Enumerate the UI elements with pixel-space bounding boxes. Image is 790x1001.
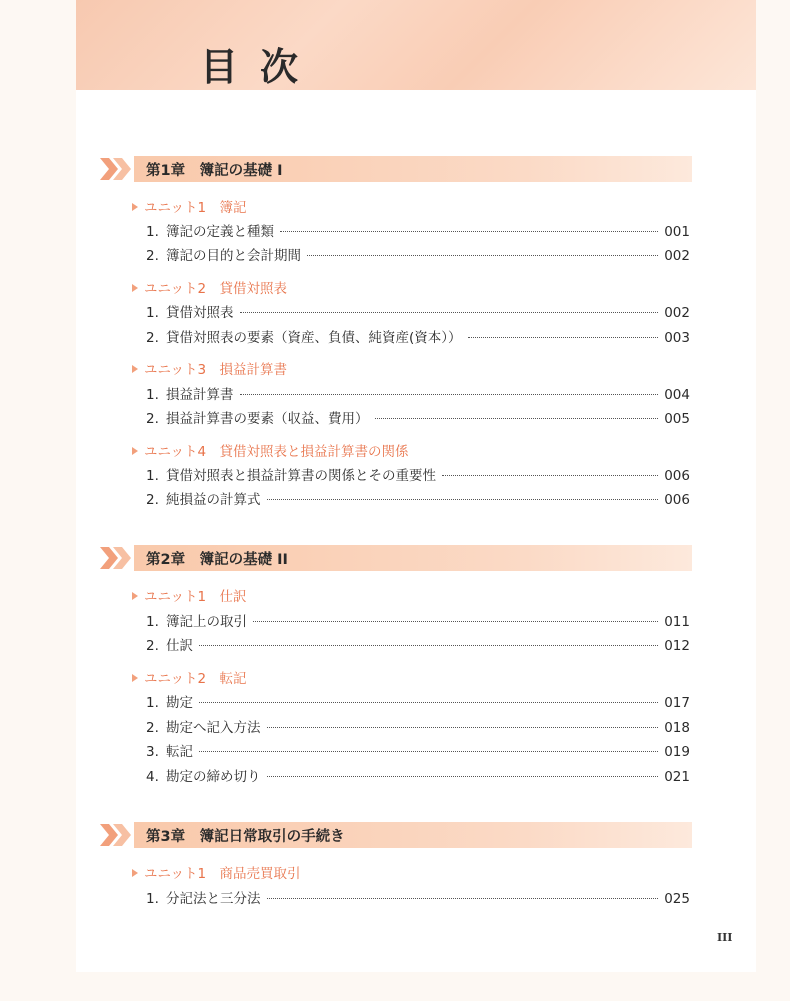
entry-title: 貸借対照表の要素（資産、負債、純資産(資本）） bbox=[166, 330, 462, 346]
entry-page: 017 bbox=[664, 695, 690, 711]
entry-number: 1. bbox=[146, 387, 159, 403]
toc-entry[interactable] bbox=[146, 301, 690, 321]
toc-entry[interactable] bbox=[146, 220, 690, 240]
unit-heading bbox=[132, 440, 409, 460]
entry-page: 005 bbox=[664, 411, 690, 427]
dot-leader bbox=[199, 645, 658, 646]
triangle-icon bbox=[132, 203, 138, 211]
toc-entry[interactable] bbox=[146, 244, 690, 264]
dot-leader bbox=[267, 499, 659, 500]
entry-page: 002 bbox=[664, 248, 690, 264]
page-number: III bbox=[717, 931, 733, 944]
entry-page: 004 bbox=[664, 387, 690, 403]
triangle-icon bbox=[132, 365, 138, 373]
unit-heading bbox=[132, 196, 247, 216]
entry-title: 貸借対照表 bbox=[166, 305, 234, 321]
header-band bbox=[76, 0, 756, 90]
toc-entry[interactable] bbox=[146, 464, 690, 484]
entry-title: 勘定の締め切り bbox=[166, 769, 261, 785]
toc-entry[interactable] bbox=[146, 887, 690, 907]
unit-title: ユニット1 仕訳 bbox=[144, 589, 247, 605]
chapter-heading bbox=[100, 545, 692, 571]
dot-leader bbox=[307, 255, 658, 256]
unit-heading bbox=[132, 667, 247, 687]
unit-title: ユニット3 損益計算書 bbox=[144, 362, 288, 378]
entry-title: 貸借対照表と損益計算書の関係とその重要性 bbox=[166, 468, 436, 484]
entry-number: 1. bbox=[146, 614, 159, 630]
dot-leader bbox=[375, 418, 659, 419]
entry-page: 006 bbox=[664, 468, 690, 484]
triangle-icon bbox=[132, 869, 138, 877]
toc-entry[interactable] bbox=[146, 691, 690, 711]
unit-title: ユニット4 貸借対照表と損益計算書の関係 bbox=[144, 444, 409, 460]
entry-title: 転記 bbox=[166, 744, 193, 760]
triangle-icon bbox=[132, 674, 138, 682]
toc-entry[interactable] bbox=[146, 610, 690, 630]
dot-leader bbox=[267, 898, 659, 899]
entry-page: 006 bbox=[664, 492, 690, 508]
entry-number: 2. bbox=[146, 638, 159, 654]
entry-number: 4. bbox=[146, 769, 159, 785]
chapter-title: 第2章 簿記の基礎 II bbox=[146, 552, 288, 568]
entry-title: 簿記の定義と種類 bbox=[166, 224, 274, 240]
toc-entry[interactable] bbox=[146, 383, 690, 403]
entry-title: 損益計算書の要素（収益、費用） bbox=[166, 411, 369, 427]
chapter-heading bbox=[100, 822, 692, 848]
dot-leader bbox=[468, 337, 658, 338]
entry-title: 勘定 bbox=[166, 695, 193, 711]
double-chevron-icon bbox=[100, 824, 134, 846]
double-chevron-icon bbox=[100, 547, 134, 569]
entry-page: 001 bbox=[664, 224, 690, 240]
chapter-title: 第3章 簿記日常取引の手続き bbox=[146, 829, 345, 845]
entry-title: 勘定へ記入方法 bbox=[166, 720, 261, 736]
entry-number: 2. bbox=[146, 330, 159, 346]
entry-page: 002 bbox=[664, 305, 690, 321]
unit-heading bbox=[132, 585, 247, 605]
dot-leader bbox=[240, 312, 659, 313]
unit-heading bbox=[132, 862, 301, 882]
entry-page: 025 bbox=[664, 891, 690, 907]
entry-page: 018 bbox=[664, 720, 690, 736]
triangle-icon bbox=[132, 447, 138, 455]
dot-leader bbox=[442, 475, 658, 476]
entry-number: 1. bbox=[146, 468, 159, 484]
chapter-title: 第1章 簿記の基礎 I bbox=[146, 163, 283, 179]
entry-number: 2. bbox=[146, 492, 159, 508]
entry-number: 1. bbox=[146, 695, 159, 711]
unit-title: ユニット1 簿記 bbox=[144, 200, 247, 216]
dot-leader bbox=[267, 727, 659, 728]
entry-title: 損益計算書 bbox=[166, 387, 234, 403]
toc-entry[interactable] bbox=[146, 488, 690, 508]
entry-number: 2. bbox=[146, 248, 159, 264]
chapter-heading bbox=[100, 156, 692, 182]
dot-leader bbox=[267, 776, 659, 777]
unit-heading bbox=[132, 358, 287, 378]
entry-number: 1. bbox=[146, 891, 159, 907]
entry-title: 簿記の目的と会計期間 bbox=[166, 248, 301, 264]
dot-leader bbox=[240, 394, 659, 395]
entry-number: 1. bbox=[146, 224, 159, 240]
triangle-icon bbox=[132, 284, 138, 292]
unit-title: ユニット1 商品売買取引 bbox=[144, 866, 301, 882]
entry-page: 021 bbox=[664, 769, 690, 785]
toc-entry[interactable] bbox=[146, 326, 690, 346]
dot-leader bbox=[199, 702, 658, 703]
toc-entry[interactable] bbox=[146, 634, 690, 654]
entry-page: 019 bbox=[664, 744, 690, 760]
toc-entry[interactable] bbox=[146, 716, 690, 736]
entry-page: 003 bbox=[664, 330, 690, 346]
toc-entry[interactable] bbox=[146, 765, 690, 785]
toc-entry[interactable] bbox=[146, 740, 690, 760]
unit-title: ユニット2 貸借対照表 bbox=[144, 281, 288, 297]
page-title: 目次 bbox=[200, 45, 321, 89]
entry-title: 簿記上の取引 bbox=[166, 614, 247, 630]
entry-page: 012 bbox=[664, 638, 690, 654]
triangle-icon bbox=[132, 592, 138, 600]
entry-number: 2. bbox=[146, 411, 159, 427]
unit-title: ユニット2 転記 bbox=[144, 671, 247, 687]
double-chevron-icon bbox=[100, 158, 134, 180]
entry-title: 純損益の計算式 bbox=[166, 492, 261, 508]
entry-title: 分記法と三分法 bbox=[166, 891, 261, 907]
entry-title: 仕訳 bbox=[166, 638, 193, 654]
entry-number: 2. bbox=[146, 720, 159, 736]
unit-heading bbox=[132, 277, 287, 297]
entry-number: 1. bbox=[146, 305, 159, 321]
toc-entry[interactable] bbox=[146, 407, 690, 427]
dot-leader bbox=[199, 751, 658, 752]
entry-page: 011 bbox=[664, 614, 690, 630]
entry-number: 3. bbox=[146, 744, 159, 760]
dot-leader bbox=[253, 621, 658, 622]
dot-leader bbox=[280, 231, 658, 232]
